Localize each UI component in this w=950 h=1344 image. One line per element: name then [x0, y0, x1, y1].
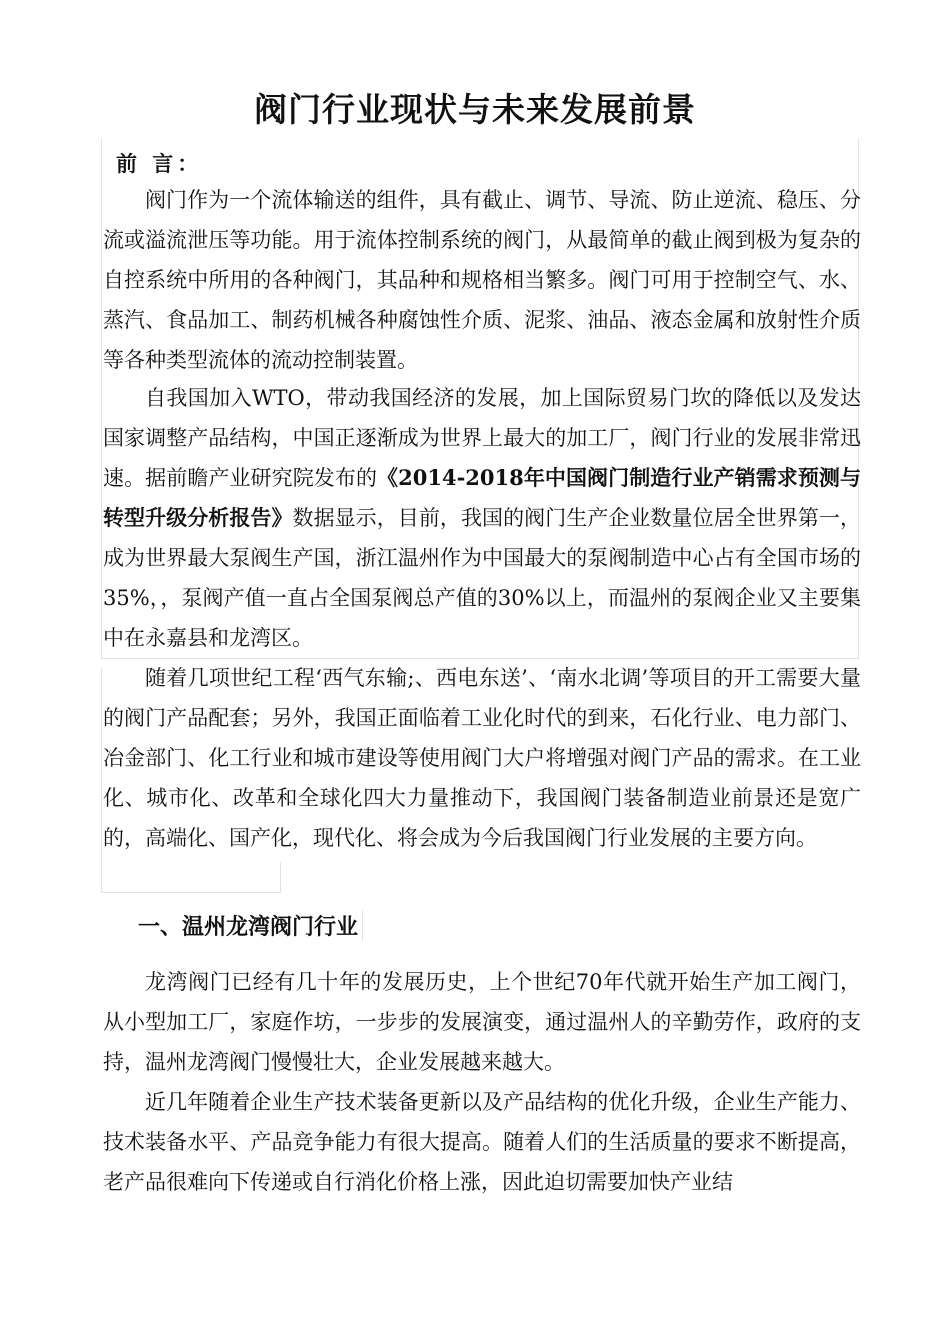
- report-title: 《2014-2018年中国阀门制造行业产销需求预测与转型升级分析报告》: [103, 465, 862, 530]
- frame-line-left: [101, 138, 102, 658]
- paragraph-intro: 阀门作为一个流体输送的组件，具有截止、调节、导流、防止逆流、稳压、分流或溢流泄压等功能。用于流体控制系统的阀门，从最简单的截止阀到极为复杂的自控系统中所用的各种阀门，其品种和规格相当繁多。阀门可用于控制空气、水、蒸汽、食品加工、制药机械各种腐蚀性介质、泥浆、油品、液态金属和放射性介质等各种类型流体的流动控制装置。: [103, 188, 861, 372]
- frame-line-right-2: [280, 862, 281, 892]
- paragraph-wto-text-b: 数据显示，目前，我国的阀门生产企业数量位居全世界第一，成为世界最大泵阀生产国，浙江温州作为中国最大的泵阀制造中心占有全国市场的35%，，泵阀产值一直占全国泵阀总产值的30%以上，而温州的泵阀企业又主要集中在永嘉县和龙湾区。: [103, 506, 861, 650]
- paragraph-wto: [103, 378, 861, 658]
- frame-line-bottom-2: [101, 892, 281, 893]
- preface-label: 前 言：: [116, 151, 203, 176]
- document-title: 阀门行业现状与未来发展前景: [254, 90, 696, 129]
- frame-line-left-2: [101, 668, 102, 892]
- section-heading: 一、温州龙湾阀门行业: [138, 910, 363, 941]
- paragraph-wto-text-a: 自我国加入WTO，带动我国经济的发展，加上国际贸易门坎的降低以及发达国家调整产品结构，中国正逐渐成为世界上最大的加工厂，阀门行业的发展非常迅速。据前瞻产业研究院发布的: [103, 386, 861, 490]
- paragraph-upgrade: 近几年随着企业生产技术装备更新以及产品结构的优化升级，企业生产能力、技术装备水平、产品竞争能力有很大提高。随着人们的生活质量的要求不断提高，老产品很难向下传递或自行消化价格上涨，因此迫切需要加快产业结: [103, 1090, 861, 1194]
- paragraph-history: 龙湾阀门已经有几十年的发展历史，上个世纪70年代就开始生产加工阀门，从小型加工厂，家庭作坊，一步步的发展演变，通过温州人的辛勤劳作，政府的支持，温州龙湾阀门慢慢壮大，企业发展越来越大。: [103, 970, 861, 1074]
- paragraph-projects: 随着几项世纪工程‘西气东输;、西电东送’、‘南水北调’等项目的开工需要大量的阀门产品配套；另外，我国正面临着工业化时代的到来，石化行业、电力部门、冶金部门、化工行业和城市建设等使用阀门大户将增强对阀门产品的需求。在工业化、城市化、改革和全球化四大力量推动下，我国阀门装备制造业前景还是宽广的，高端化、国产化，现代化、将会成为今后我国阀门行业发展的主要方向。: [103, 666, 861, 850]
